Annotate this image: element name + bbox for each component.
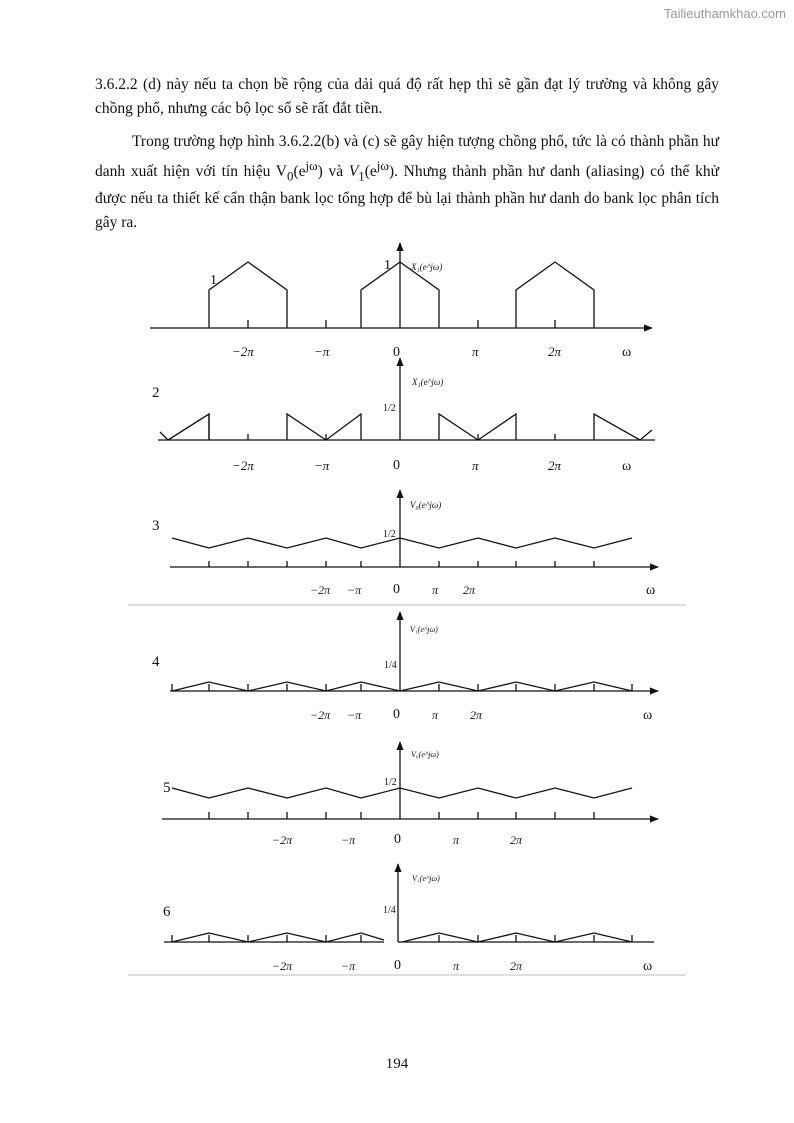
panel-4-number: 4 [152, 654, 160, 670]
p2-v1: V [348, 162, 359, 180]
p2-text-4: (e [364, 162, 377, 180]
paragraph-1: 3.6.2.2 (d) này nếu ta chọn bề rộng của dải quá độ rất hẹp thì sẽ gần đạt lý trường và không gây chồng phổ, nhưng các bộ lọc số sẽ rất đắt tiền. [95, 76, 719, 117]
panel-6-tick-0: 0 [394, 958, 401, 973]
panel-5-number: 5 [163, 780, 171, 796]
watermark: Tailieuthamkhao.com [663, 6, 786, 21]
panel-5 [162, 742, 658, 819]
panel-2-level-label: 1/2 [383, 403, 396, 414]
panel-1-lobe-right [516, 262, 594, 328]
panel-5-tick-pi: π [453, 833, 460, 847]
panel-1-tick-negpi: −π [314, 344, 330, 359]
panel-4 [170, 612, 658, 691]
p2-text-3: ) và [317, 162, 349, 180]
panel-6 [164, 864, 654, 942]
panel-4-ylabel: V₁(e^jω) [410, 625, 438, 634]
panel-1-tick-neg2pi: −2π [232, 344, 254, 359]
panel-4-tick-neg2pi: −2π [310, 708, 331, 722]
panel-5-tick-negpi: −π [341, 833, 356, 847]
panel-6-number: 6 [163, 904, 171, 920]
panel-4-tick-0: 0 [393, 707, 400, 722]
page-number: 194 [385, 1056, 409, 1072]
panel-1-peak-label: 1 [384, 258, 391, 273]
panel-2-tick-neg2pi: −2π [232, 458, 254, 473]
panel-5-tick-neg2pi: −2π [272, 833, 293, 847]
panel-2-tick-pi: π [472, 458, 479, 473]
panel-1-tick-omega: ω [622, 345, 632, 360]
panel-1-lobe-left [209, 262, 287, 328]
p2-text-2: (e [293, 162, 306, 180]
panel-2-tick-2pi: 2π [548, 458, 562, 473]
p2-sup-1: jω [305, 157, 318, 173]
panel-2-tick-omega: ω [622, 459, 632, 474]
panel-4-tick-pi: π [432, 708, 439, 722]
panel-3-wave [172, 538, 632, 548]
panel-4-wave [172, 682, 632, 691]
p2-text-5: ). Nhưng thành phần hư danh (aliasing) có thể khử được nếu ta thiết kế cẩn thận bank lọc tổng hợp để bù lại thành phần hư danh do bank lọc phân tích gây ra. [95, 162, 720, 231]
p2-text-1: Trong trường hợp hình 3.6.2.2(b) và (c) sẽ gây hiện tượng chồng phổ, tức là có thành phần hư danh xuất hiện với tín hiệu V [95, 133, 719, 180]
panel-5-level-label: 1/2 [384, 777, 397, 788]
panel-3-ylabel: V₀(e^jω) [410, 500, 442, 510]
panel-5-tick-0: 0 [394, 832, 401, 847]
panel-1 [150, 243, 652, 328]
panel-3-tick-omega: ω [646, 583, 656, 598]
panel-3-tick-negpi: −π [347, 583, 362, 597]
panel-6-tick-pi: π [453, 959, 460, 973]
panel-5-ylabel: V₀(e^jω) [411, 750, 439, 759]
panel-3-tick-pi: π [432, 583, 439, 597]
panel-4-tick-omega: ω [643, 708, 653, 723]
panel-4-tick-2pi: 2π [470, 708, 483, 722]
panel-2-tick-negpi: −π [314, 458, 330, 473]
panel-6-wave-right [402, 933, 632, 942]
panel-3-tick-neg2pi: −2π [310, 583, 331, 597]
panel-6-ylabel: V₁(e^jω) [412, 874, 440, 883]
panel-3-level-label: 1/2 [383, 529, 396, 540]
panel-2 [158, 358, 655, 440]
panel-6-tick-neg2pi: −2π [272, 959, 293, 973]
panel-4-tick-negpi: −π [347, 708, 362, 722]
panel-6-tick-negpi: −π [341, 959, 356, 973]
panel-5-wave [172, 788, 632, 798]
panel-3-tick-0: 0 [393, 582, 400, 597]
p2-sub-0: 0 [287, 167, 294, 183]
panel-2-ylabel: X₁(e^jω) [412, 377, 444, 387]
panel-5-tick-2pi: 2π [510, 833, 523, 847]
panel-3-number: 3 [152, 518, 160, 534]
panel-1-tick-0: 0 [393, 345, 400, 360]
panel-1-tick-2pi: 2π [548, 344, 562, 359]
p2-sub-1: 1 [358, 167, 365, 183]
panel-6-wave-left [172, 933, 384, 942]
panel-4-level-label: 1/4 [384, 660, 397, 671]
panel-1-ylabel: X₁(e^jω) [411, 262, 443, 272]
panel-2-tick-0: 0 [393, 458, 400, 473]
panel-6-level-label: 1/4 [383, 905, 396, 916]
panel-2-number: 2 [152, 385, 160, 401]
panel-3-tick-2pi: 2π [463, 583, 476, 597]
panel-1-number: 1 [210, 273, 217, 288]
p2-sup-2: jω [376, 157, 389, 173]
panel-6-tick-2pi: 2π [510, 959, 523, 973]
panel-6-tick-omega: ω [643, 959, 653, 974]
panel-1-tick-pi: π [472, 344, 479, 359]
